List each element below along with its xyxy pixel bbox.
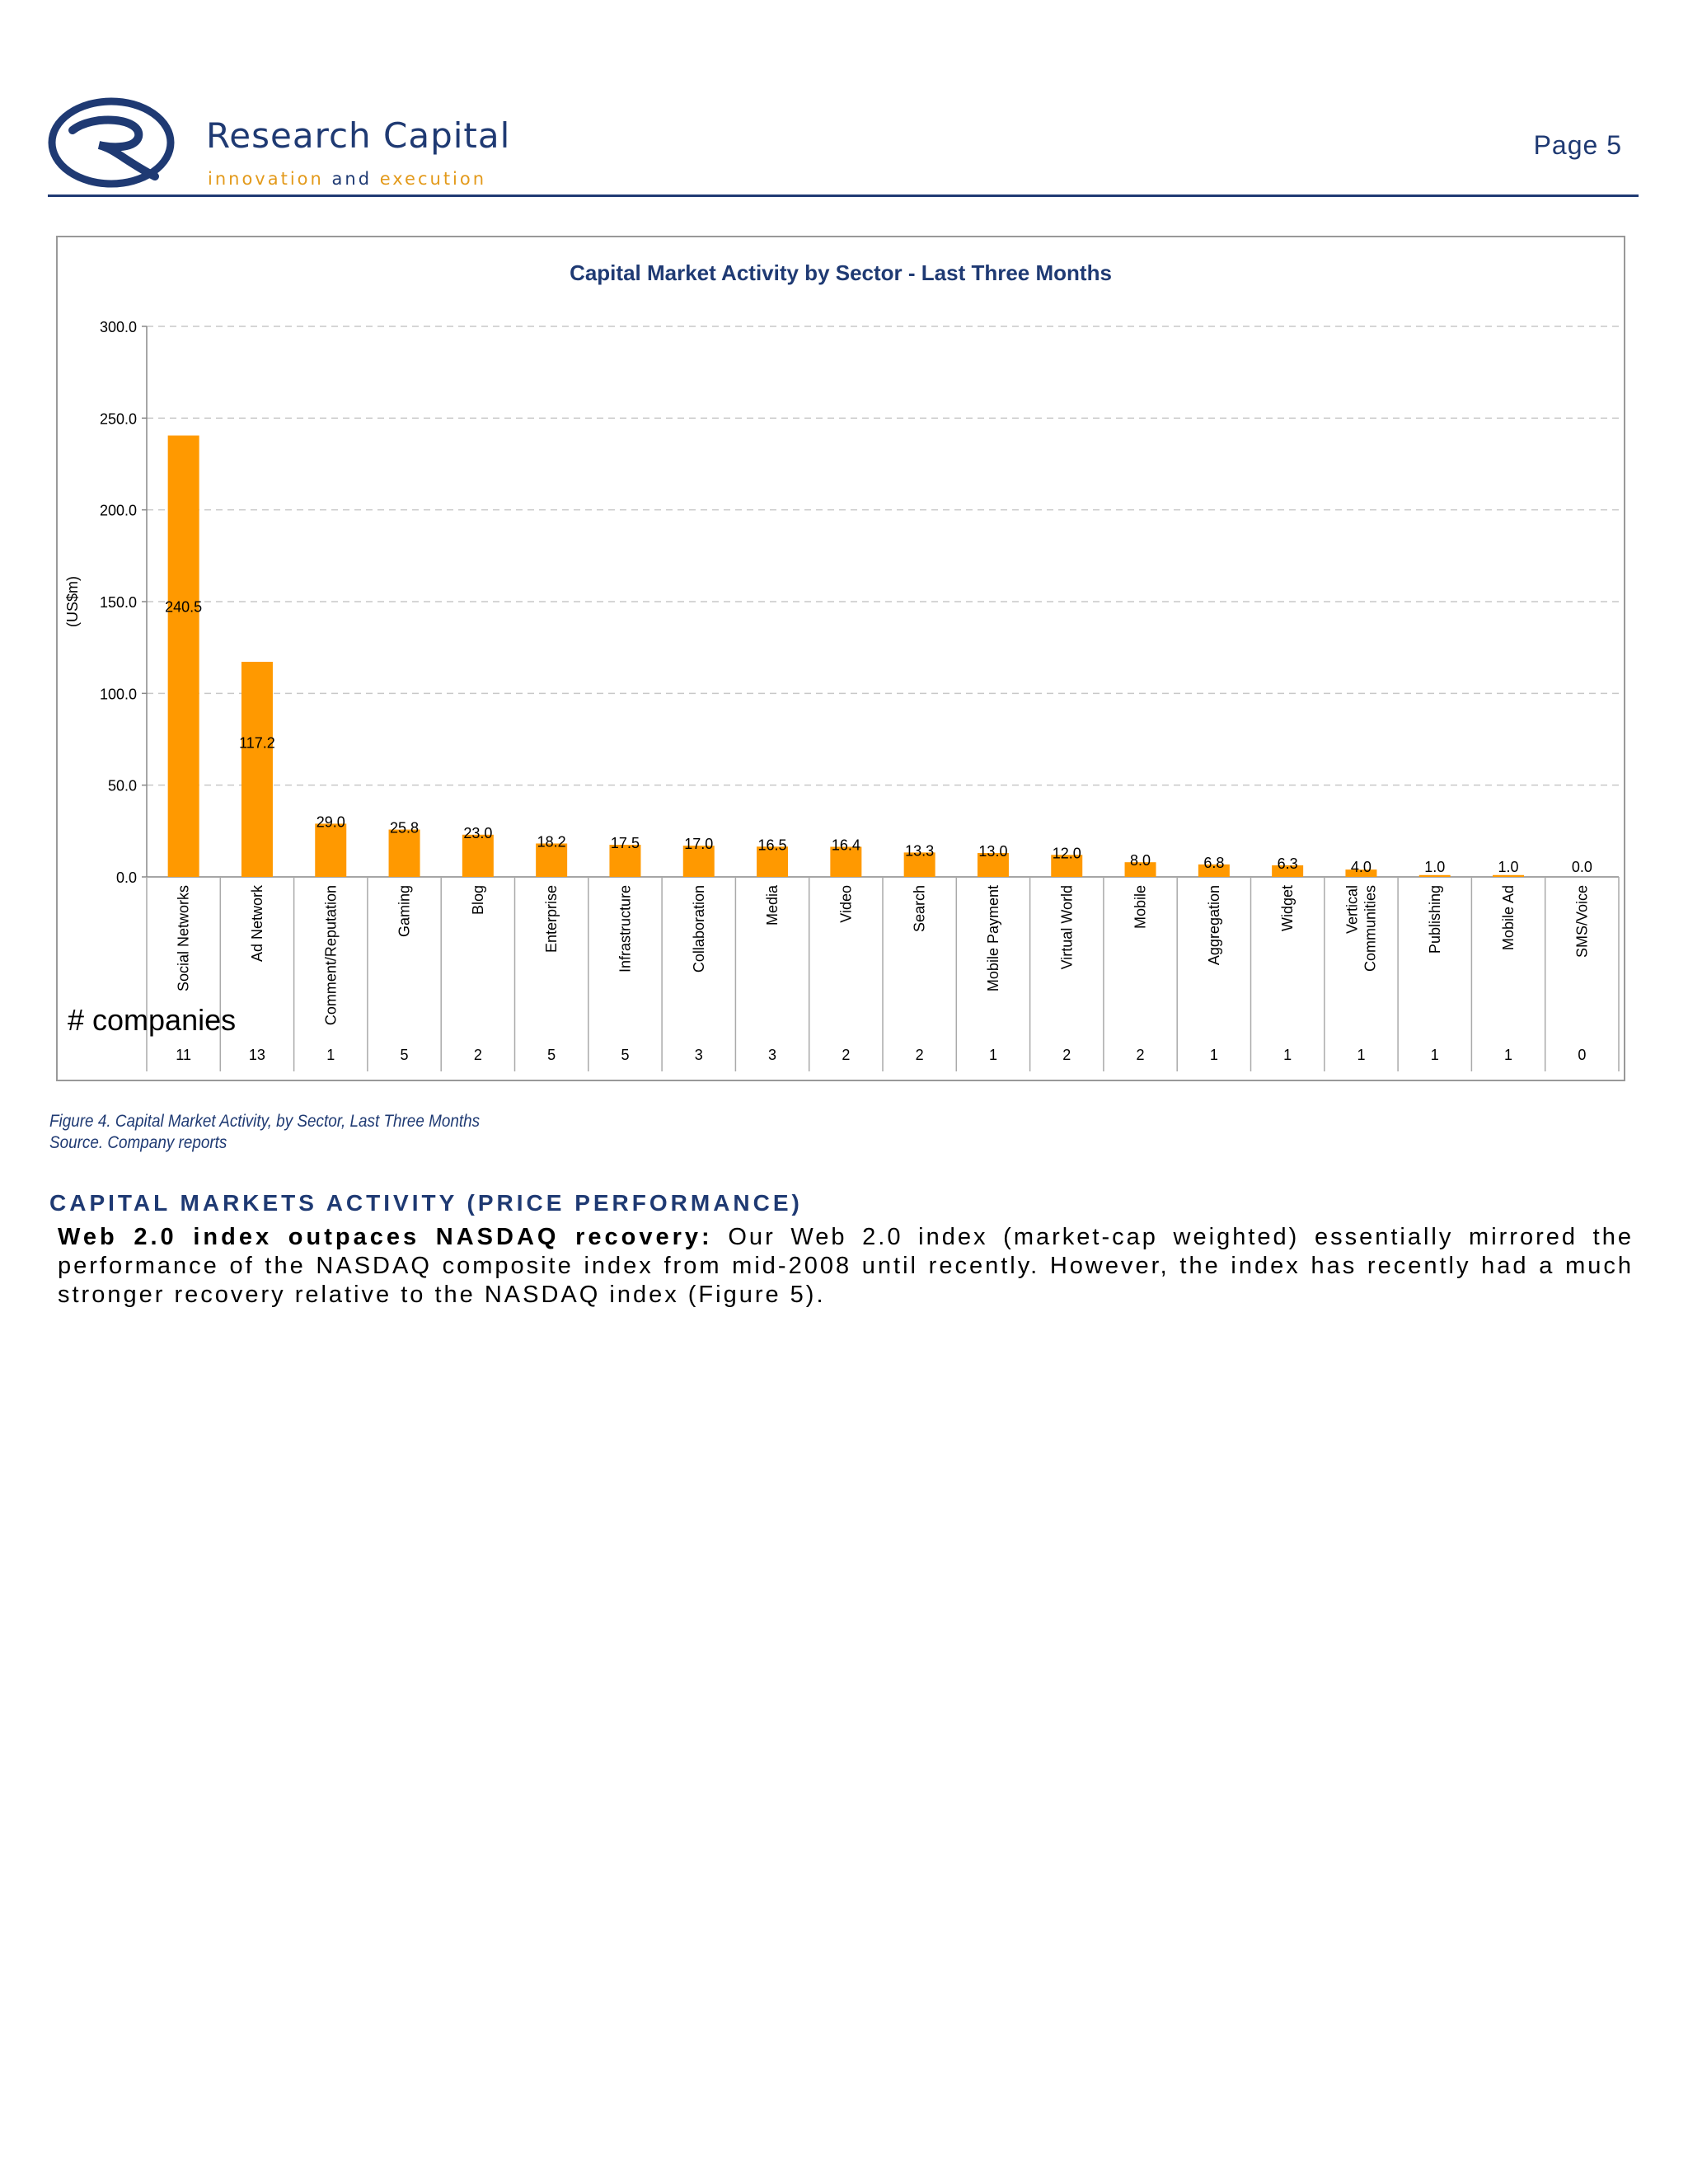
bar-value-label: 1.0 [1424,859,1446,875]
category-label: Mobile [1132,885,1149,930]
company-count: 1 [1430,1047,1439,1063]
bar-1 [241,662,273,877]
page-number: Page 5 [1533,130,1622,160]
company-count: 1 [1283,1047,1292,1063]
paragraph-lead: Web 2.0 index outpaces NASDAQ recovery: [58,1224,713,1250]
company-count: 1 [988,1047,997,1063]
company-count: 3 [694,1047,703,1063]
y-tick-label: 0.0 [115,869,137,886]
bar-chart [58,237,1624,1080]
bar-value-label: 16.4 [831,837,860,854]
y-axis-label: (US$m) [64,576,81,627]
bar-2 [315,823,346,877]
category-label: Media [764,885,781,926]
company-count: 5 [547,1047,556,1063]
brand-name: Research Capital [206,115,511,156]
bar-value-label: 17.0 [684,836,714,853]
page-header [0,0,1688,198]
bar-value-label: 0.0 [1571,859,1592,875]
tagline-execution: execution [379,169,487,189]
company-count: 1 [1504,1047,1513,1063]
category-label: Search [911,885,928,933]
category-label: Social Networks [175,885,192,992]
brand-tagline [208,169,486,189]
company-count: 3 [768,1047,777,1063]
category-label: Ad Network [248,885,265,963]
bar-value-label: 13.3 [905,842,935,860]
bar-18 [1493,875,1524,877]
section-paragraph [58,1223,1634,1310]
bar-value-label: 29.0 [316,813,345,831]
company-count: 1 [1357,1047,1366,1063]
chart-container [56,236,1625,1081]
category-label: Comment/Reputation [322,885,340,1026]
bar-value-label: 4.0 [1350,859,1372,875]
category-label: Video [837,885,855,923]
company-count: 11 [176,1047,191,1063]
y-tick-label: 200.0 [99,502,137,519]
company-count: 13 [248,1047,265,1063]
bar-value-label: 18.2 [537,833,566,851]
category-label: Blog [469,885,486,916]
y-tick-label: 250.0 [99,410,137,428]
bar-value-label: 117.2 [239,734,275,752]
y-tick-label: 300.0 [99,319,137,335]
category-label: Publishing [1426,885,1443,954]
company-count: 2 [1136,1047,1145,1063]
company-count: 2 [473,1047,482,1063]
bar-value-label: 6.3 [1277,855,1298,872]
category-label: Aggregation [1205,885,1222,966]
company-count: 1 [1209,1047,1218,1063]
category-label: Collaboration [690,885,707,973]
category-label: Widget [1279,885,1296,932]
category-label: Gaming [396,885,413,938]
tagline-innovation: innovation [208,169,324,189]
tagline-and: and [331,169,373,189]
category-label: Mobile Payment [984,885,1001,992]
bar-value-label: 17.5 [610,835,640,852]
y-tick-label: 150.0 [99,594,137,611]
category-label: Infrastructure [617,885,634,973]
company-count: 1 [326,1047,335,1063]
category-label: Vertical [1343,885,1361,935]
figure-title: Figure 4. Capital Market Activity, by Sector, Last Three Months [49,1112,481,1131]
bar-value-label: 25.8 [390,819,420,837]
bar-0 [168,435,199,877]
section-heading: CAPITAL MARKETS ACTIVITY (PRICE PERFORMANCE) [49,1190,803,1216]
company-count: 2 [842,1047,851,1063]
category-label: Mobile Ad [1500,885,1517,951]
bar-value-label: 240.5 [165,598,203,616]
research-capital-logo-icon [48,97,175,188]
company-count: 0 [1578,1047,1587,1063]
category-label: SMS/Voice [1573,885,1591,958]
company-count: 2 [1062,1047,1071,1063]
company-count: 5 [621,1047,630,1063]
bar-value-label: 16.5 [757,837,787,854]
company-count: 2 [915,1047,924,1063]
chart-title: Capital Market Activity by Sector - Last Three Months [570,260,1112,285]
figure-caption [49,1111,480,1154]
bar-value-label: 23.0 [463,824,493,841]
bar-value-label: 13.0 [978,843,1008,860]
category-label: Enterprise [543,885,560,954]
bar-17 [1419,875,1451,877]
bar-value-label: 12.0 [1052,845,1081,862]
header-divider [48,194,1639,197]
bar-value-label: 8.0 [1130,852,1151,869]
bar-value-label: 6.8 [1203,854,1225,871]
category-label: Virtual World [1058,885,1076,970]
bar-value-label: 1.0 [1498,859,1519,875]
companies-row-label: # companies [68,1003,237,1037]
paragraph-body: Our Web 2.0 index (market-cap weighted) essentially mirrored the performance of the NASDAQ composite index from mid-2008 until recently. However, the index has recently had a much stronger recovery relative to the NASDAQ index (Figure 5). [58,1224,1634,1308]
figure-source: Source. Company reports [49,1133,227,1152]
y-tick-label: 100.0 [99,686,137,703]
y-tick-label: 50.0 [107,777,137,794]
company-count: 5 [400,1047,409,1063]
category-label: Communities [1362,885,1379,972]
bar-3 [389,830,420,877]
